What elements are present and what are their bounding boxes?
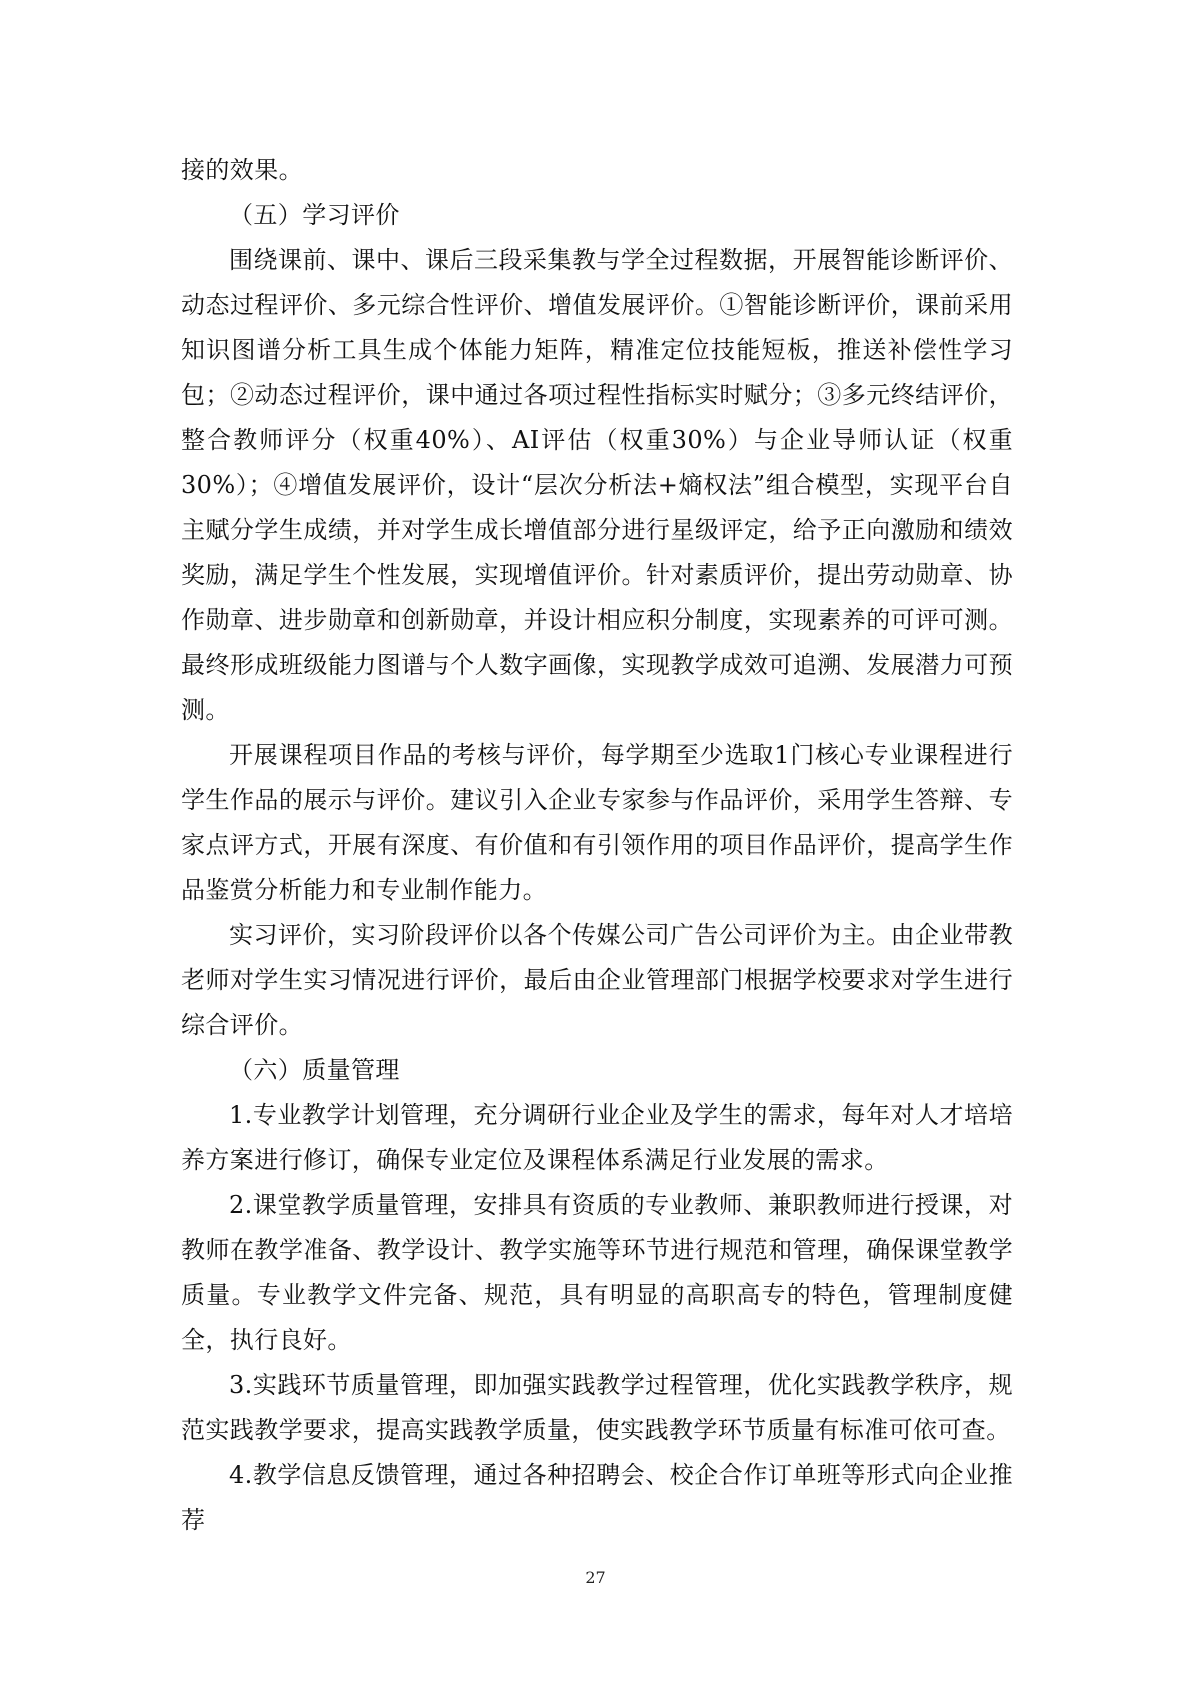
paragraph-evaluation-overview: 围绕课前、课中、课后三段采集教与学全过程数据，开展智能诊断评价、动态过程评价、多元综合性评价、增值发展评价。①智能诊断评价，课前采用知识图谱分析工具生成个体能力矩阵，精准定位技能短板，推送补偿性学习包；②动态过程评价，课中通过各项过程性指标实时赋分；③多元终结评价，整合教师评分（权重40%）、AI评估（权重30%）与企业导师认证（权重30%）；④增值发展评价，设计“层次分析法+熵权法”组合模型，实现平台自主赋分学生成绩，并对学生成长增值部分进行星级评定，给予正向激励和绩效奖励，满足学生个性发展，实现增值评价。针对素质评价，提出劳动勋章、协作勋章、进步勋章和创新勋章，并设计相应积分制度，实现素养的可评可测。最终形成班级能力图谱与个人数字画像，实现教学成效可追溯、发展潜力可预测。 xyxy=(181,246,1013,724)
paragraph-internship-evaluation: 实习评价，实习阶段评价以各个传媒公司广告公司评价为主。由企业带教老师对学生实习情况进行评价，最后由企业管理部门根据学校要求对学生进行综合评价。 xyxy=(181,921,1013,1039)
paragraph-practice-quality-management: 3.实践环节质量管理，即加强实践教学过程管理，优化实践教学秩序，规范实践教学要求，提高实践教学质量，使实践教学环节质量有标准可依可查。 xyxy=(181,1371,1013,1444)
paragraph-feedback-management: 4.教学信息反馈管理，通过各种招聘会、校企合作订单班等形式向企业推荐 xyxy=(181,1461,1013,1534)
paragraph-continuation: 接的效果。 xyxy=(181,156,303,184)
section-heading-learning-evaluation: （五）学习评价 xyxy=(229,201,400,229)
paragraph-classroom-quality-management: 2.课堂教学质量管理，安排具有资质的专业教师、兼职教师进行授课，对教师在教学准备、教学设计、教学实施等环节进行规范和管理，确保课堂教学质量。专业教学文件完备、规范，具有明显的高职高专的特色，管理制度健全，执行良好。 xyxy=(181,1191,1013,1354)
document-body xyxy=(181,148,1013,1543)
page-number: 27 xyxy=(585,1568,606,1587)
paragraph-project-work-evaluation: 开展课程项目作品的考核与评价，每学期至少选取1门核心专业课程进行学生作品的展示与评价。建议引入企业专家参与作品评价，采用学生答辩、专家点评方式，开展有深度、有价值和有引领作用的项目作品评价，提高学生作品鉴赏分析能力和专业制作能力。 xyxy=(181,741,1013,904)
section-heading-quality-management: （六）质量管理 xyxy=(229,1056,400,1084)
paragraph-teaching-plan-management: 1.专业教学计划管理，充分调研行业企业及学生的需求，每年对人才培培养方案进行修订，确保专业定位及课程体系满足行业发展的需求。 xyxy=(181,1101,1013,1174)
